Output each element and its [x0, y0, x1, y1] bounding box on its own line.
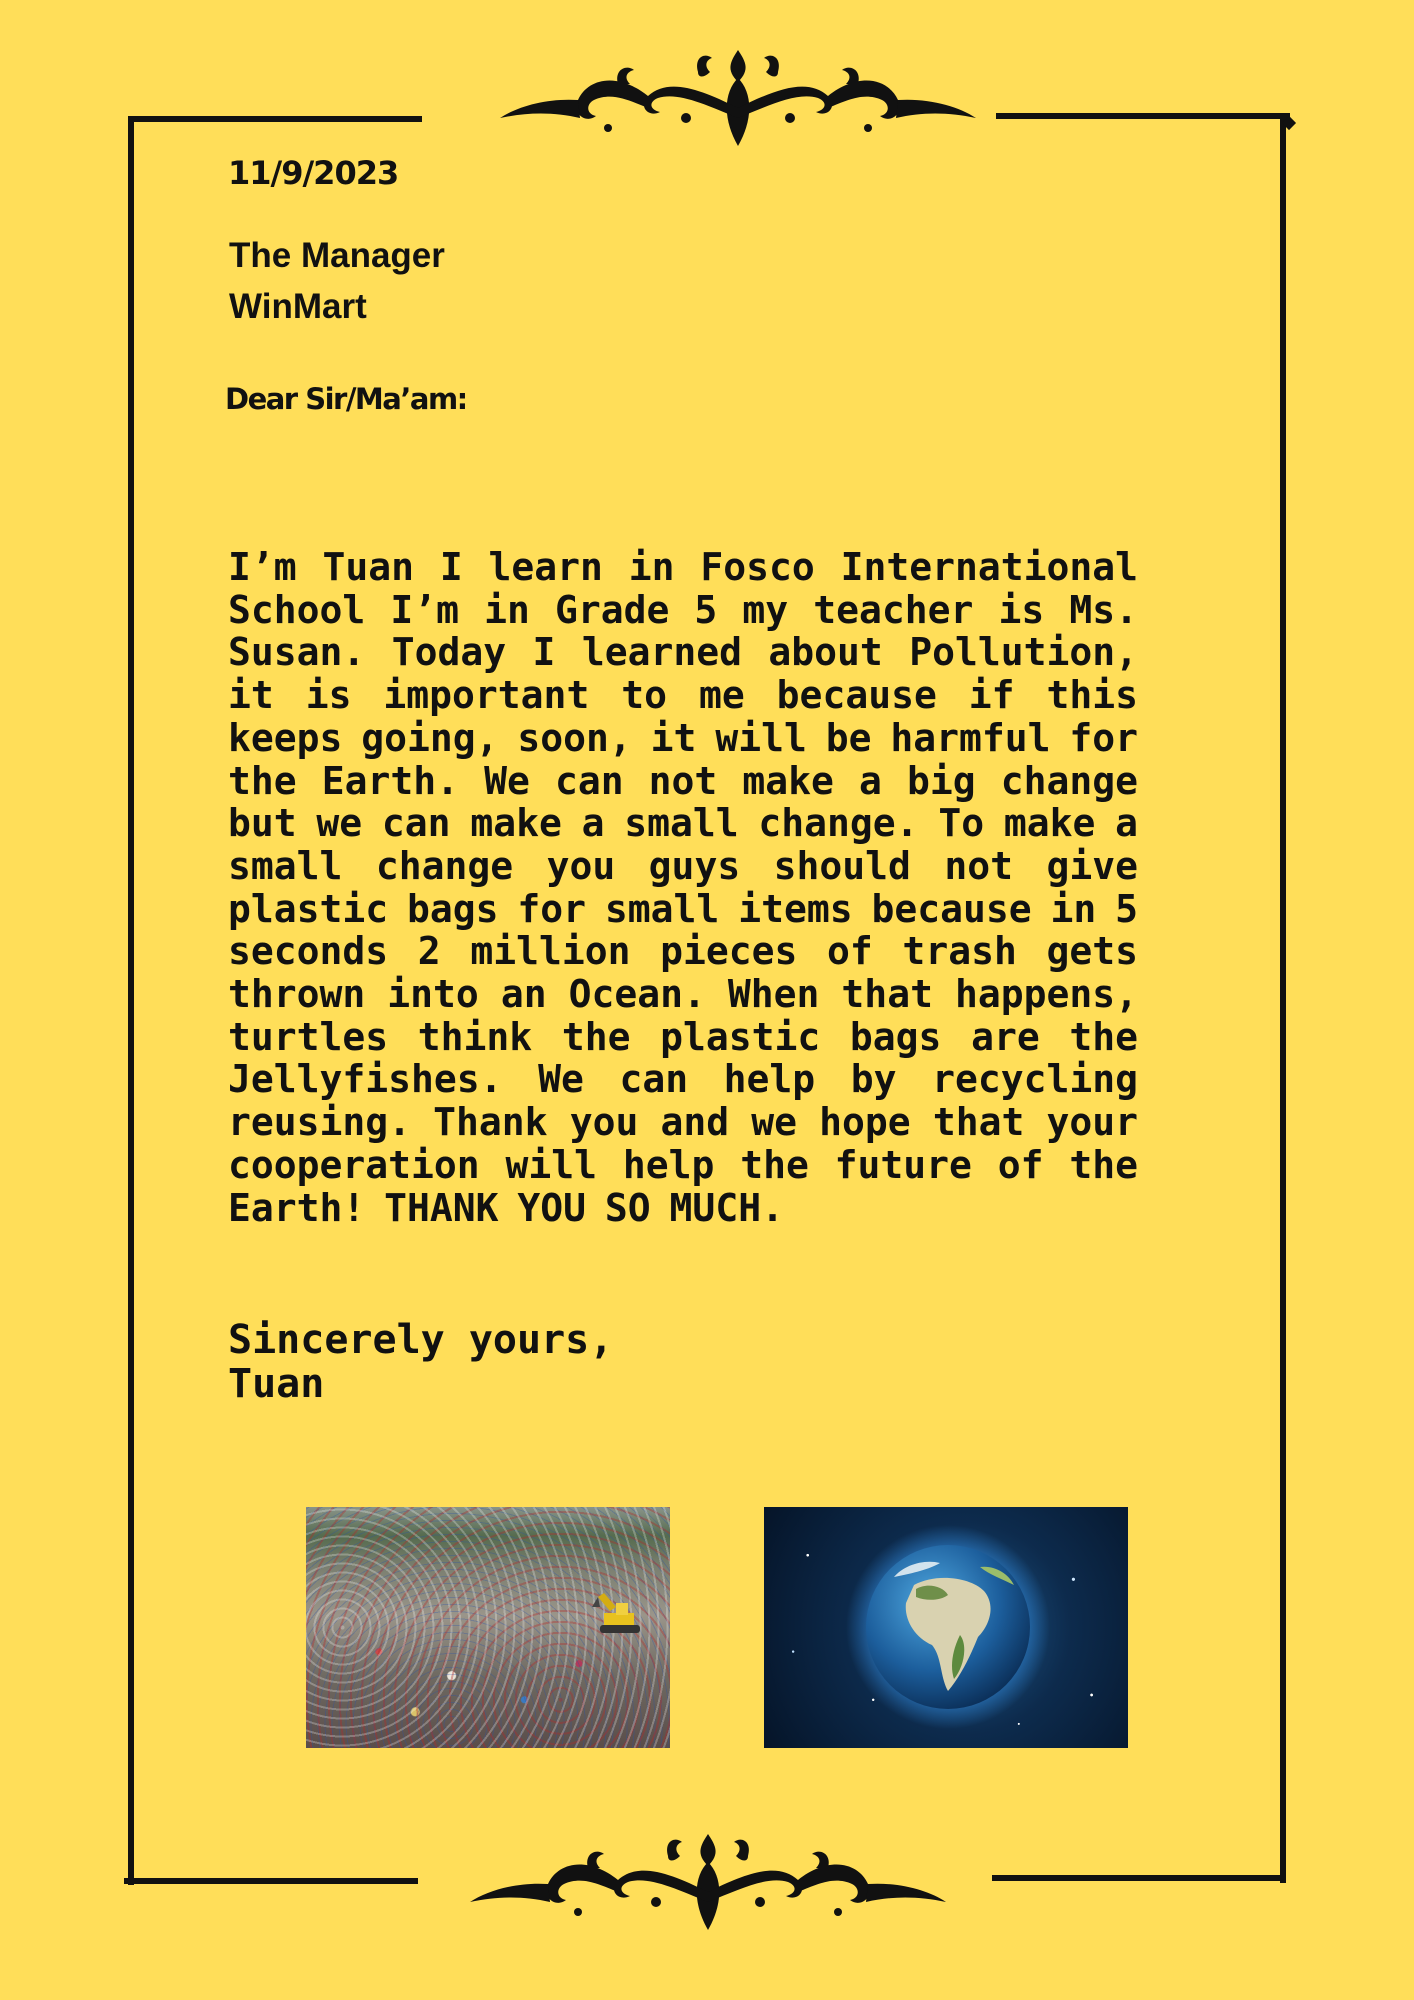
closing-phrase: Sincerely yours,: [228, 1317, 614, 1363]
landfill-photo: [306, 1507, 670, 1748]
frame-line-bottom-right: [992, 1875, 1286, 1881]
frame-line-left: [128, 116, 134, 1885]
salutation: Dear Sir/Ma’am:: [225, 382, 467, 416]
frame-line-right: [1280, 113, 1286, 1883]
top-flourish-ornament-icon: [498, 48, 978, 152]
frame-line-top-right: [996, 113, 1290, 119]
earth-globe-icon: [764, 1507, 1128, 1748]
closing-block: [228, 1318, 613, 1406]
letter-body: I’m Tuan I learn in Fosco International School I’m in Grade 5 my teacher is Ms. Susan. Today I learned about Pollution, it is important to me because if this keeps going, soon, it will be harmful for the Earth. We can not make a big change but we can make a small change. To make a small change you guys should not give plastic bags for small items because in 5 seconds 2 million pieces of trash gets thrown into an Ocean. When that happens, turtles think the plastic bags are the Jellyfishes. We can help by recycling reusing. Thank you and we hope that your cooperation will help the future of the Earth! THANK YOU SO MUCH.: [228, 545, 1138, 1230]
recipient-title: The Manager: [229, 236, 445, 275]
bottom-flourish-ornament-icon: [468, 1832, 948, 1936]
signature-name: Tuan: [228, 1361, 325, 1407]
recipient-company: WinMart: [229, 287, 367, 326]
frame-line-top-left: [128, 116, 422, 122]
earth-photo: [764, 1507, 1128, 1748]
letter-date: 11/9/2023: [228, 154, 399, 192]
recipient-block: [229, 230, 445, 332]
frame-line-bottom-left: [124, 1878, 418, 1884]
excavator-icon: [590, 1591, 646, 1637]
